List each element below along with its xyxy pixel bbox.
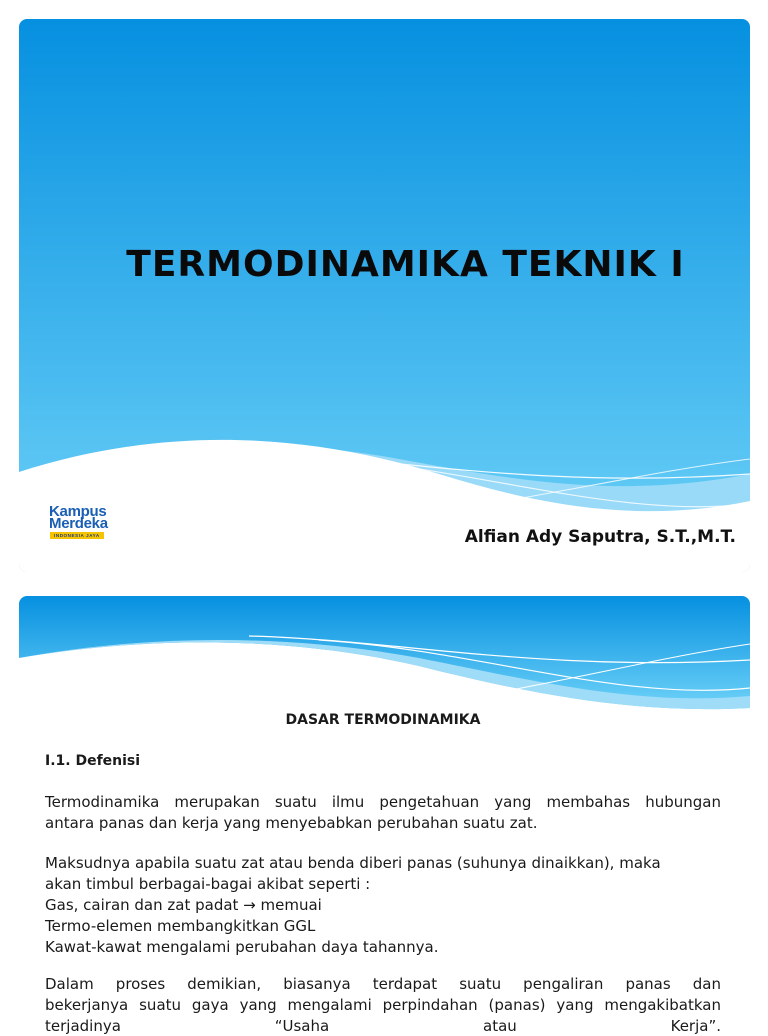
section-heading: I.1. Defenisi bbox=[45, 753, 141, 769]
paragraph-2-line: Kawat-kawat mengalami perubahan daya tahannya. bbox=[45, 938, 439, 956]
document-heading: DASAR TERMODINAMIKA bbox=[285, 712, 481, 728]
paragraph-2-line: akan timbul berbagai-bagai akibat seperti : bbox=[45, 875, 371, 893]
paragraph-1-line: antara panas dan kerja yang menyebabkan perubahan suatu zat. bbox=[45, 814, 538, 832]
paragraph-3 bbox=[45, 974, 721, 1036]
logo-tagline: INDONESIA JAYA bbox=[50, 532, 104, 539]
title-slide bbox=[19, 19, 750, 572]
paragraph-3-line: terjadinya “Usaha atau Kerja”. bbox=[45, 1017, 721, 1035]
paragraph-3-line: bekerjanya suatu gaya yang mengalami perpindahan (panas) yang mengakibatkan bbox=[45, 996, 721, 1014]
paragraph-2-line: Termo-elemen membangkitkan GGL bbox=[45, 917, 316, 935]
author-name: Alfian Ady Saputra, S.T.,M.T. bbox=[464, 527, 736, 547]
logo-line-2: Merdeka bbox=[49, 515, 108, 532]
kampus-merdeka-logo bbox=[47, 500, 147, 560]
paragraph-2-line: Gas, cairan dan zat padat → memuai bbox=[45, 896, 322, 914]
paragraph-3-line: Dalam proses demikian, biasanya terdapat suatu pengaliran panas dan bbox=[45, 975, 721, 993]
paragraph-2 bbox=[45, 853, 721, 958]
title-slide-background bbox=[19, 19, 750, 572]
content-slide bbox=[19, 596, 750, 1036]
presentation-title: TERMODINAMIKA TEKNIK I bbox=[126, 244, 685, 285]
paragraph-1-line: Termodinamika merupakan suatu ilmu pengetahuan yang membahas hubungan bbox=[45, 793, 721, 811]
paragraph-1 bbox=[45, 792, 721, 834]
logo-line-1: Kampus bbox=[49, 503, 107, 520]
paragraph-2-line: Maksudnya apabila suatu zat atau benda diberi panas (suhunya dinaikkan), maka bbox=[45, 854, 661, 872]
